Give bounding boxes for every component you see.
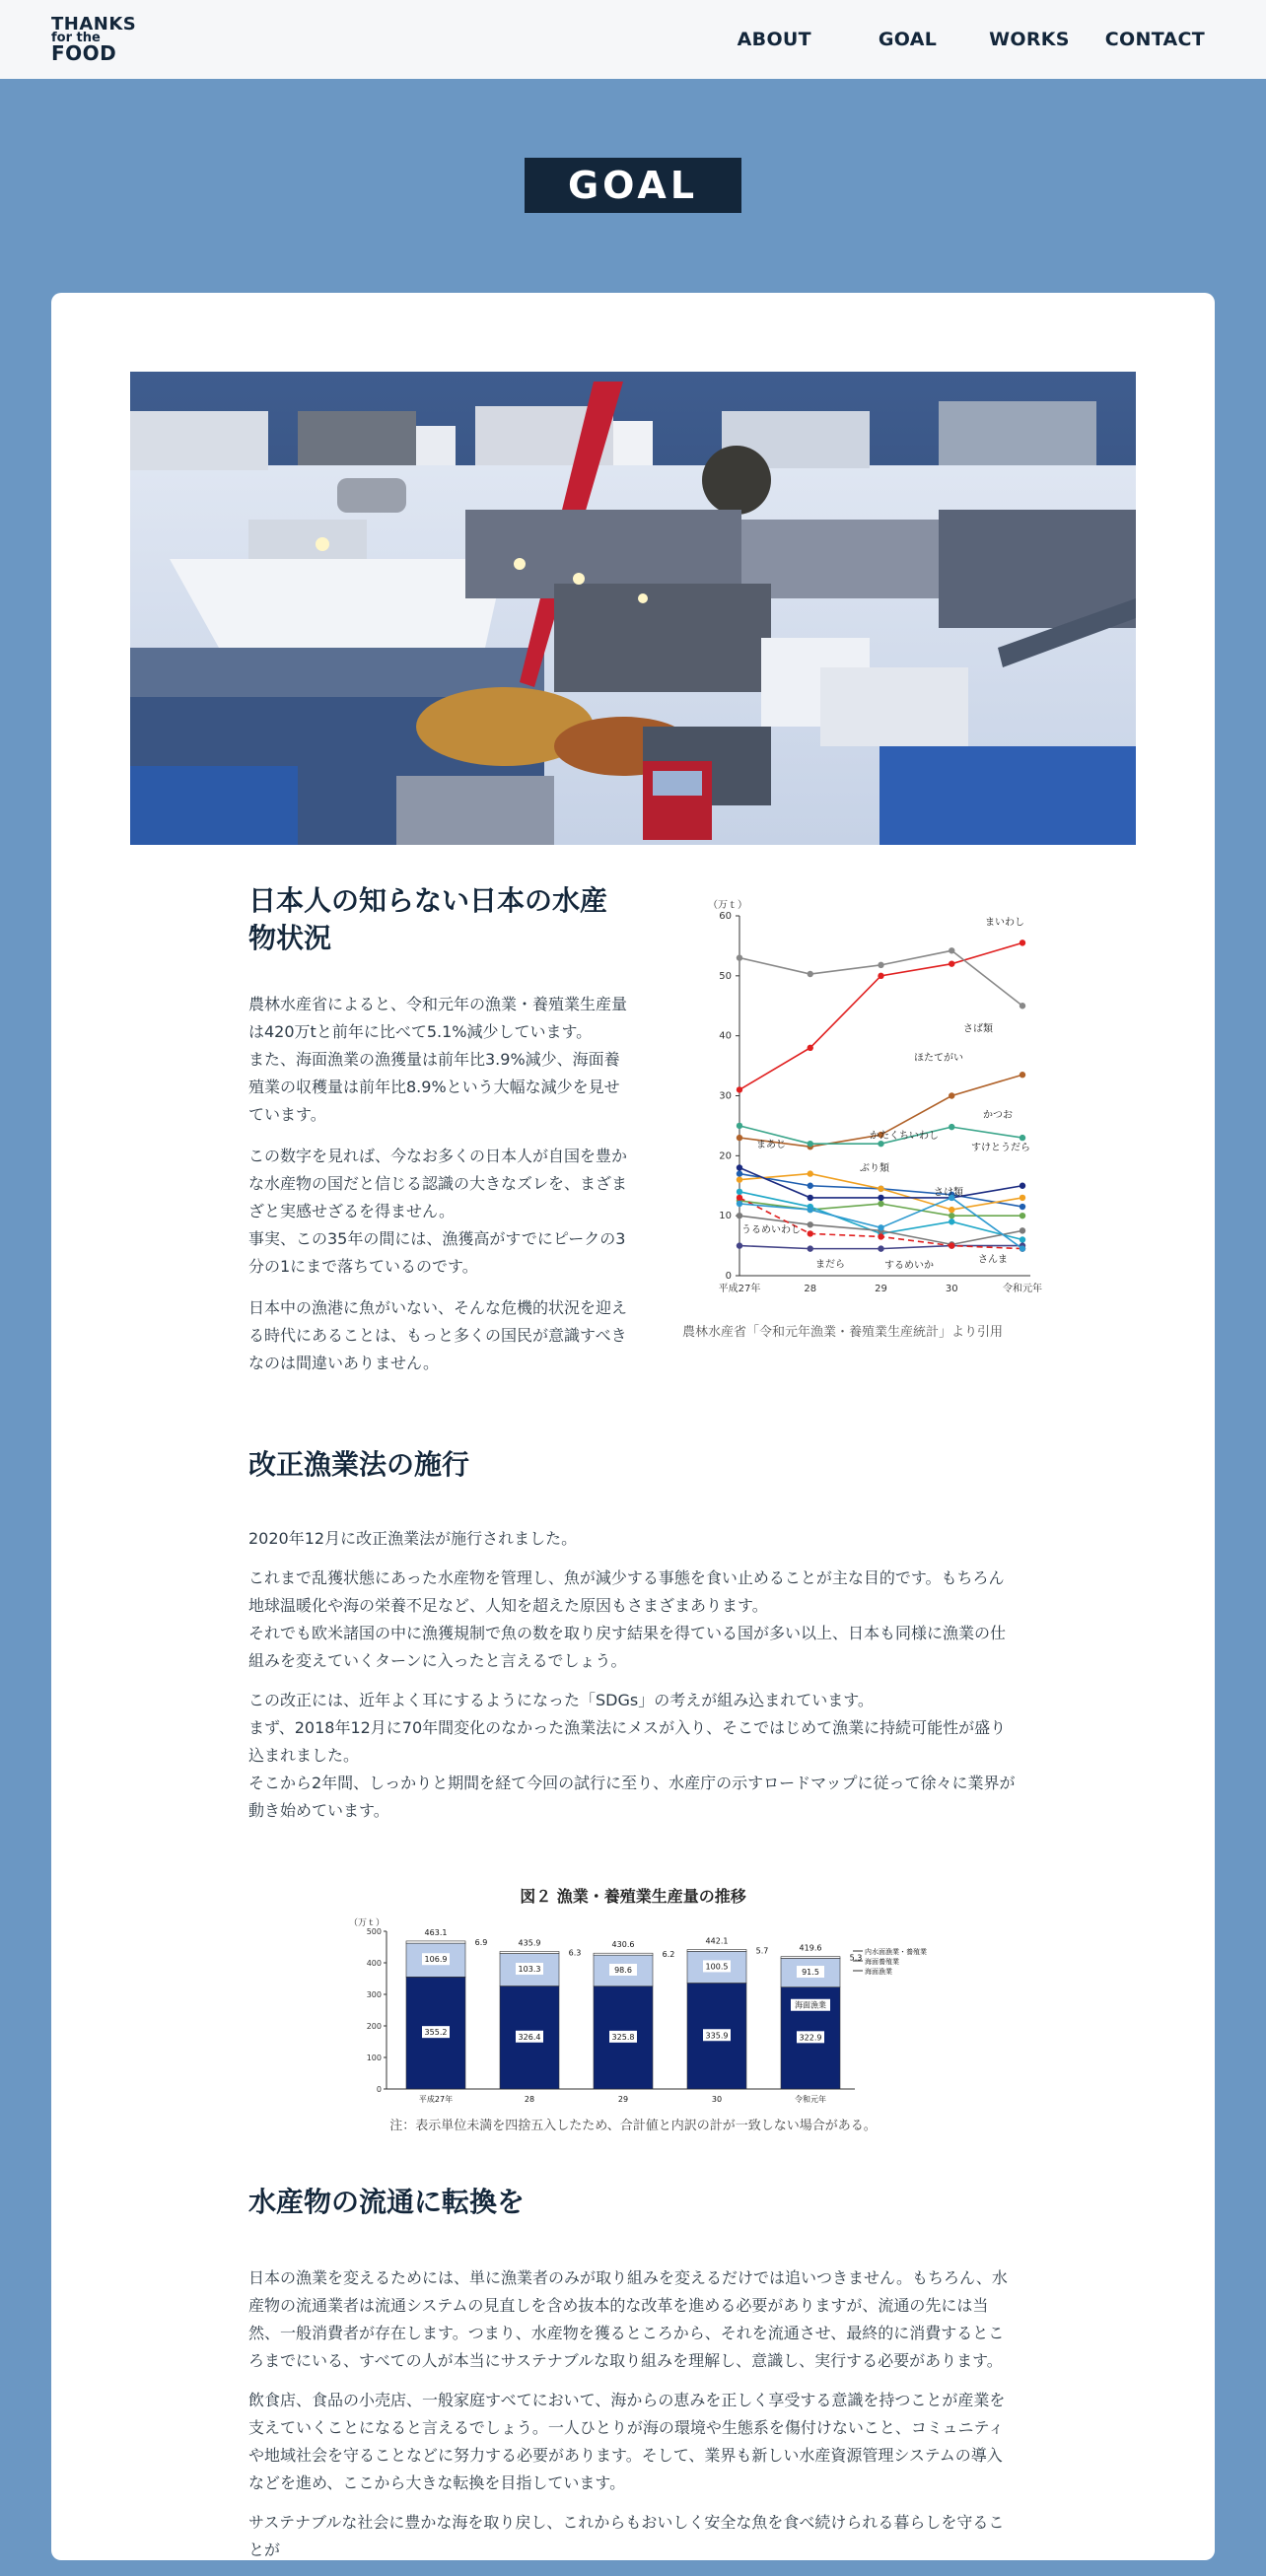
section1-body xyxy=(248,991,633,1391)
data-point xyxy=(878,1201,883,1207)
series-label: さば類 xyxy=(963,1023,993,1035)
data-point xyxy=(808,1170,813,1176)
data-point xyxy=(808,1207,813,1213)
legend-label: 海面漁業 xyxy=(865,1968,892,1976)
series-label: まあじ xyxy=(756,1140,786,1151)
y-tick-label: 30 xyxy=(719,1090,732,1102)
section1-paragraph-3 xyxy=(248,1294,633,1377)
bar-value-label: 100.5 xyxy=(705,1962,729,1972)
y-tick-label: 40 xyxy=(719,1030,732,1042)
paragraph-line: 2020年12月に改正漁業法が施行されました。 xyxy=(248,1529,578,1548)
series-label: うるめいわし xyxy=(741,1224,801,1236)
data-point xyxy=(737,1242,742,1248)
data-point xyxy=(949,1242,954,1248)
data-point xyxy=(808,971,813,977)
logo-line-1: THANKS xyxy=(51,13,137,35)
bar-value-label: 103.3 xyxy=(518,1965,541,1975)
series-label: さけ類 xyxy=(934,1187,963,1199)
series-label: さんま xyxy=(978,1254,1008,1266)
y-tick-label: 50 xyxy=(719,970,732,982)
data-point xyxy=(878,1186,883,1192)
section3-paragraph-1 xyxy=(248,2264,1018,2375)
bar-small-value-label: 5.3 xyxy=(849,1953,863,1963)
data-point xyxy=(878,962,883,968)
data-point xyxy=(878,1141,883,1147)
bar-segment xyxy=(594,1953,653,1955)
data-point xyxy=(949,1092,954,1098)
data-point xyxy=(949,1218,954,1224)
nav-contact[interactable]: CONTACT xyxy=(1104,29,1205,50)
bar-small-value-label: 6.2 xyxy=(662,1950,675,1960)
data-point xyxy=(737,1135,742,1141)
paragraph-line: 事実、この35年の間には、漁獲高がすでにピークの3分の1にまで落ちているのです。 xyxy=(248,1229,626,1276)
production-volume-bar-chart xyxy=(347,1914,927,2111)
series-label: ぶり類 xyxy=(860,1163,889,1175)
paragraph-line: 日本の漁業を変えるためには、単に漁業者のみが取り組みを変えるだけでは追いつきません。もちろん、水産物の流通業者は流通システムの見直しを含め抜本的な改革を進める必要がありますが、流通の先には当然、一般消費者が存在します。つまり、水産物を獲るところから、それを流通させ、最終的に消費するところまでにいる、すべての人が本当にサステナブルな取り組みを理解し、意識し、実行する必要があります。 xyxy=(248,2268,1008,2370)
paragraph-line: また、海面漁業の漁獲量は前年比3.9%減少、海面養殖業の収穫量は前年比8.9%という大幅な減少を見せています。 xyxy=(248,1050,620,1124)
bar-value-label: 91.5 xyxy=(802,1968,819,1978)
nav-works[interactable]: WORKS xyxy=(989,29,1070,50)
data-point xyxy=(1020,1213,1025,1218)
data-point xyxy=(737,1164,742,1170)
y-tick-label: 0 xyxy=(376,2085,382,2094)
x-tick-label: 平成27年 xyxy=(418,2095,454,2104)
bar-segment xyxy=(500,1951,559,1953)
bar-value-label: 355.2 xyxy=(424,2028,448,2038)
section1-paragraph-2 xyxy=(248,1143,633,1281)
y-tick-label: 100 xyxy=(366,2054,382,2062)
y-tick-label: 300 xyxy=(366,1990,382,1999)
section2-title: 改正漁業法の施行 xyxy=(248,1448,470,1481)
section1-title: 日本人の知らない日本の水産物状況 xyxy=(248,884,608,954)
bar-value-label: 98.6 xyxy=(614,1965,632,1975)
bar-value-label: 326.4 xyxy=(518,2032,541,2042)
legend-label: 海面養殖業 xyxy=(865,1958,899,1966)
data-point xyxy=(737,1086,742,1092)
series-label: するめいか xyxy=(884,1260,934,1272)
y-axis-unit: （万ｔ） xyxy=(349,1918,386,1928)
data-point xyxy=(1020,940,1025,945)
y-axis-unit: （万ｔ） xyxy=(708,900,747,911)
main-nav xyxy=(738,29,1205,50)
data-point xyxy=(878,1195,883,1201)
paragraph-line: 飲食店、食品の小売店、一般家庭すべてにおいて、海からの恵みを正しく享受する意識を持つことが産業を支えていくことになると言えるでしょう。一人ひとりが海の環境や生態系を傷付けないこと、コミュニティや地域社会を守ることなどに努力する必要があります。そして、業界も新しい水産資源管理システムの導入などを進め、ここから大きな転換を目指しています。 xyxy=(248,2391,1006,2492)
x-tick-label: 29 xyxy=(875,1284,887,1294)
data-point xyxy=(1020,1245,1025,1251)
data-point xyxy=(878,1245,883,1251)
bar-segment xyxy=(687,1950,746,1952)
nav-goal[interactable]: GOAL xyxy=(878,29,938,50)
data-point xyxy=(737,1189,742,1195)
data-point xyxy=(1020,1183,1025,1189)
data-point xyxy=(1020,1195,1025,1201)
section3-paragraph-3 xyxy=(248,2509,1018,2564)
fish-catch-line-chart xyxy=(672,896,1067,1310)
x-tick-label: 29 xyxy=(617,2095,629,2104)
bar-total-label: 419.6 xyxy=(799,1943,822,1953)
data-point xyxy=(1020,1236,1025,1242)
figure2-note: 注：表示単位未満を四捨五入したため、合計値と内訳の計が一致しない場合がある。 xyxy=(389,2119,877,2133)
data-point xyxy=(808,1183,813,1189)
section3-body xyxy=(248,2264,1018,2576)
figure2-title: 図２ 漁業・養殖業生産量の推移 xyxy=(520,1887,746,1906)
data-point xyxy=(878,1233,883,1239)
paragraph-line: 日本中の漁港に魚がいない、そんな危機的状況を迎える時代にあることは、もっと多くの国民が意識すべきなのは間違いありません。 xyxy=(248,1298,628,1372)
section3-title: 水産物の流通に転換を xyxy=(248,2186,526,2218)
paragraph-line: サステナブルな社会に豊かな海を取り戻し、これからもおいしく安全な魚を食べ続けられる暮らしを守ることが xyxy=(248,2513,1005,2559)
paragraph-line: まず、2018年12月に70年間変化のなかった漁業法にメスが入り、そこではじめて漁業に持続可能性が盛り込まれました。 xyxy=(248,1718,1007,1765)
bar-value-label: 322.9 xyxy=(799,2033,822,2043)
section3-paragraph-2 xyxy=(248,2387,1018,2497)
paragraph-line: この数字を見れば、今なお多くの日本人が自国を豊かな水産物の国だと信じる認識の大きなズレを、まざまざと実感せざるを得ません。 xyxy=(248,1147,628,1220)
bar-small-value-label: 6.3 xyxy=(568,1948,582,1958)
site-header xyxy=(0,0,1266,79)
section2-paragraph-2 xyxy=(248,1565,1018,1675)
x-tick-label: 令和元年 xyxy=(795,2095,826,2104)
series-label: かつお xyxy=(983,1110,1013,1122)
nav-about[interactable]: ABOUT xyxy=(737,29,811,50)
bar-small-value-label: 5.7 xyxy=(755,1946,769,1956)
x-tick-label: 28 xyxy=(804,1284,817,1294)
y-tick-label: 10 xyxy=(719,1211,732,1222)
y-tick-label: 60 xyxy=(719,911,732,922)
logo-line-2: for the xyxy=(51,30,101,45)
data-point xyxy=(808,1230,813,1236)
paragraph-line: この改正には、近年よく耳にするようになった「SDGs」の考えが組み込まれています。 xyxy=(248,1691,874,1709)
bar-total-label: 463.1 xyxy=(424,1927,448,1937)
data-point xyxy=(878,973,883,979)
paragraph-line: これまで乱獲状態にあった水産物を管理し、魚が減少する事態を食い止めることが主な目的です。もちろん地球温暖化や海の栄養不足など、人知を超えた原因もさまざまあります。 xyxy=(248,1568,1005,1615)
data-point xyxy=(1020,1072,1025,1078)
data-point xyxy=(1020,1227,1025,1233)
data-point xyxy=(949,1124,954,1130)
y-tick-label: 20 xyxy=(719,1150,732,1162)
data-point xyxy=(808,1045,813,1051)
data-point xyxy=(737,1213,742,1218)
site-logo[interactable] xyxy=(51,13,137,66)
data-point xyxy=(737,1195,742,1201)
x-tick-label: 30 xyxy=(711,2095,723,2104)
bar-value-label: 325.8 xyxy=(611,2032,635,2042)
bar-value-label: 106.9 xyxy=(424,1955,448,1965)
data-point xyxy=(949,1207,954,1213)
series-label: すけとうだら xyxy=(971,1142,1030,1153)
data-point xyxy=(808,1245,813,1251)
x-tick-label: 30 xyxy=(945,1284,958,1294)
data-point xyxy=(949,960,954,966)
series-label: ほたてがい xyxy=(914,1053,963,1065)
bar-segment xyxy=(781,1957,840,1959)
bar-segment xyxy=(406,1941,465,1943)
section2-body xyxy=(248,1525,1018,1837)
paragraph-line: そこから2年間、しっかりと期間を経て今回の試行に至り、水産庁の示すロードマップに従って徐々に業界が動き始めています。 xyxy=(248,1774,1016,1820)
series-label: まいわし xyxy=(985,917,1024,929)
data-point xyxy=(808,1195,813,1201)
section1-paragraph-1 xyxy=(248,991,633,1129)
series-label: まだら xyxy=(815,1259,845,1271)
hero-image-fishing-harbor xyxy=(130,372,1136,845)
series-label: かたくちいわし xyxy=(870,1130,939,1142)
y-tick-label: 400 xyxy=(366,1959,382,1968)
y-tick-label: 500 xyxy=(366,1927,382,1936)
data-point xyxy=(737,1170,742,1176)
bar-total-label: 430.6 xyxy=(611,1940,635,1950)
bar-small-value-label: 6.9 xyxy=(474,1937,488,1947)
section2-paragraph-1 xyxy=(248,1525,1018,1553)
chart-caption: 農林水産省「令和元年漁業・養殖業生産統計」より引用 xyxy=(682,1325,1004,1340)
y-tick-label: 200 xyxy=(366,2022,382,2031)
data-point xyxy=(808,1141,813,1147)
page-title: GOAL xyxy=(525,158,741,213)
data-point xyxy=(1020,1204,1025,1210)
data-point xyxy=(737,1176,742,1182)
bar-total-label: 442.1 xyxy=(705,1936,729,1946)
x-tick-label: 令和元年 xyxy=(1003,1284,1042,1294)
data-point xyxy=(737,1201,742,1207)
bar-value-label: 335.9 xyxy=(705,2031,729,2041)
data-point xyxy=(878,1224,883,1230)
section2-paragraph-3 xyxy=(248,1687,1018,1825)
paragraph-line: それでも欧米諸国の中に漁獲規制で魚の数を取り戻す結果を得ている国が多い以上、日本も同様に漁業の仕組みを変えていくターンに入ったと言えるでしょう。 xyxy=(248,1624,1007,1670)
data-point xyxy=(949,1213,954,1218)
x-tick-label: 平成27年 xyxy=(718,1284,761,1294)
data-point xyxy=(1020,1003,1025,1009)
data-point xyxy=(949,947,954,953)
logo-line-3: FOOD xyxy=(51,41,117,66)
data-point xyxy=(808,1221,813,1227)
y-tick-label: 0 xyxy=(725,1271,732,1282)
content-card xyxy=(51,293,1215,2560)
legend-label: 内水面漁業・養殖業 xyxy=(865,1948,927,1956)
data-point xyxy=(737,954,742,960)
data-point xyxy=(737,1123,742,1129)
paragraph-line: 農林水産省によると、令和元年の漁業・養殖業生産量は420万tと前年に比べて5.1%減少しています。 xyxy=(248,995,628,1041)
bar-total-label: 435.9 xyxy=(518,1938,541,1948)
x-tick-label: 28 xyxy=(524,2095,535,2104)
data-point xyxy=(1020,1135,1025,1141)
inline-series-label: 海面漁業 xyxy=(795,2000,826,2010)
